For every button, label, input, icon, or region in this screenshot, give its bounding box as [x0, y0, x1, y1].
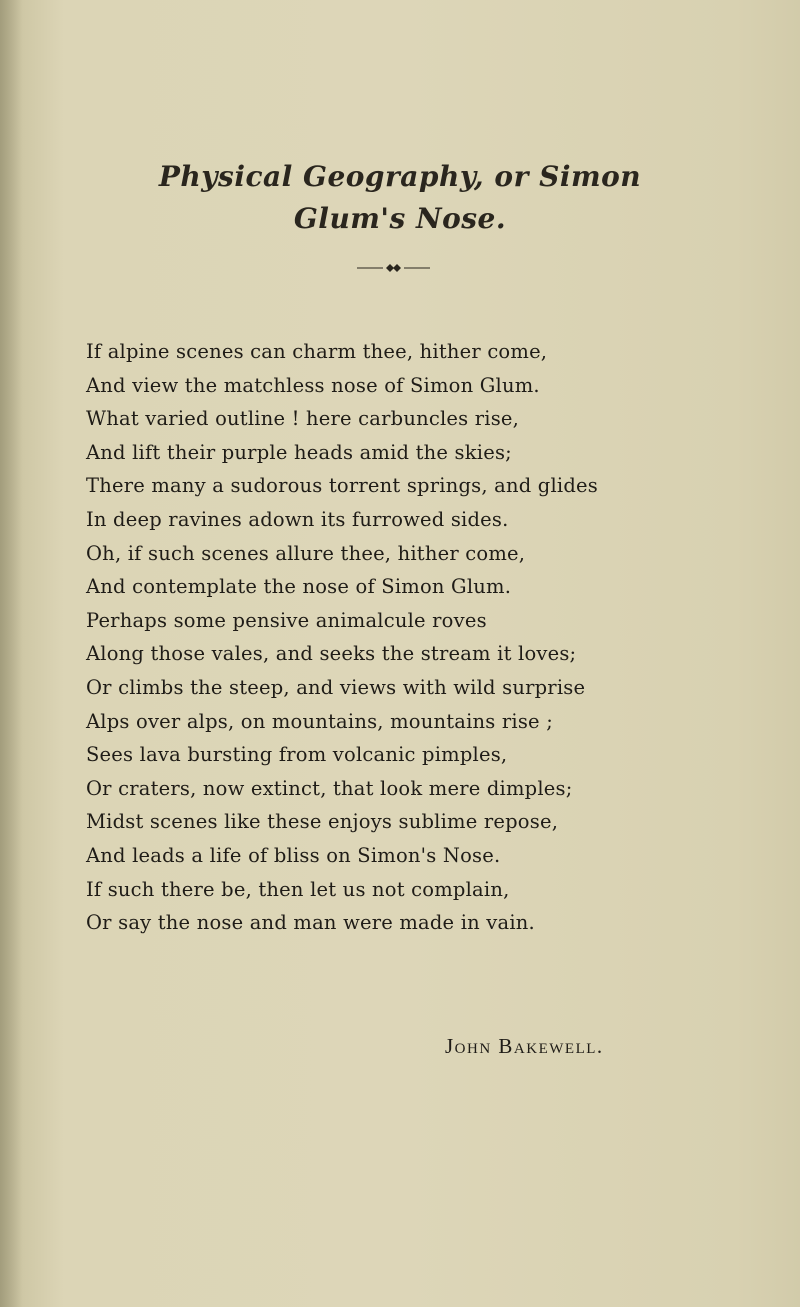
poem-body: [86, 335, 786, 940]
poem-line: If such there be, then let us not complain,: [86, 877, 510, 901]
poem-line: There many a sudorous torrent springs, and glides: [86, 474, 598, 498]
ornament-divider: [357, 262, 430, 274]
poem-line: Or say the nose and man were made in vain.: [86, 911, 535, 935]
poem-title-line-1: Physical Geography, or Simon: [158, 160, 642, 193]
poem-line: Or craters, now extinct, that look mere dimples;: [86, 776, 573, 800]
poem-line: And lift their purple heads amid the skies;: [86, 440, 512, 464]
author-signature: John Bakewell.: [445, 1034, 604, 1058]
poem-line: If alpine scenes can charm thee, hither come,: [86, 340, 548, 363]
poem-line: Perhaps some pensive animalcule roves: [86, 608, 487, 632]
poem-line: Along those vales, and seeks the stream it loves;: [86, 642, 577, 666]
poem-line: Oh, if such scenes allure thee, hither come,: [86, 541, 526, 565]
poem-line: And contemplate the nose of Simon Glum.: [86, 575, 512, 599]
poem-line: Midst scenes like these enjoys sublime repose,: [86, 810, 559, 834]
poem-line: Or climbs the steep, and views with wild surprise: [86, 675, 586, 699]
poem-line: What varied outline ! here carbuncles rise,: [86, 407, 520, 431]
poem-line: And leads a life of bliss on Simon's Nose.: [86, 843, 501, 867]
poem-line: In deep ravines adown its furrowed sides.: [86, 507, 509, 531]
poem-line: Alps over alps, on mountains, mountains rise ;: [86, 709, 553, 733]
poem-title-line-2: Glum's Nose.: [293, 202, 507, 235]
page-spine-shadow: [0, 0, 22, 1307]
poem-line: Sees lava bursting from volcanic pimples,: [86, 743, 508, 767]
poem-line: And view the matchless nose of Simon Glum.: [86, 373, 540, 397]
